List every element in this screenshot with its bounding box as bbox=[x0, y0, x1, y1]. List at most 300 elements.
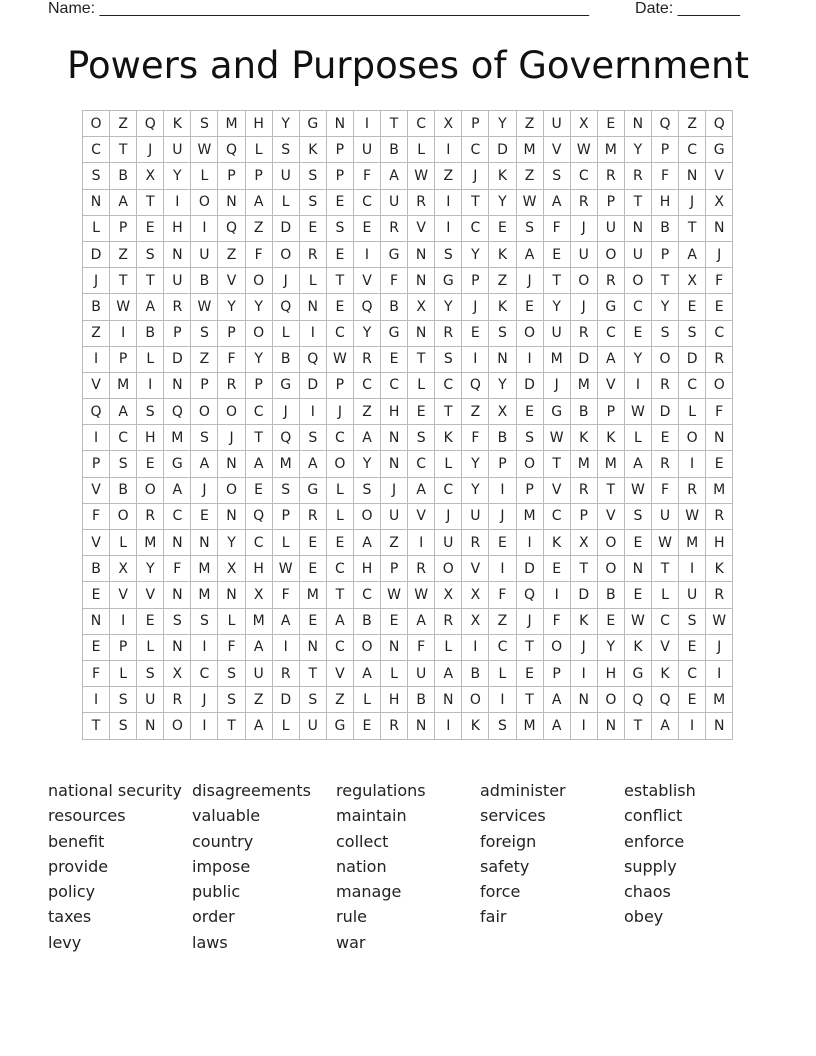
grid-cell[interactable]: E bbox=[625, 321, 652, 347]
grid-cell[interactable]: R bbox=[164, 687, 191, 713]
grid-cell[interactable]: Z bbox=[83, 321, 110, 347]
grid-cell[interactable]: B bbox=[110, 478, 137, 504]
grid-cell[interactable]: T bbox=[381, 111, 408, 137]
grid-cell[interactable]: R bbox=[571, 321, 598, 347]
grid-cell[interactable]: P bbox=[218, 321, 245, 347]
grid-cell[interactable]: G bbox=[625, 661, 652, 687]
grid-cell[interactable]: O bbox=[544, 635, 571, 661]
grid-cell[interactable]: B bbox=[83, 294, 110, 320]
grid-cell[interactable]: K bbox=[164, 111, 191, 137]
grid-cell[interactable]: A bbox=[408, 478, 435, 504]
grid-cell[interactable]: C bbox=[435, 478, 462, 504]
grid-cell[interactable]: R bbox=[381, 713, 408, 739]
grid-cell[interactable]: E bbox=[598, 609, 625, 635]
grid-cell[interactable]: R bbox=[408, 190, 435, 216]
grid-cell[interactable]: Q bbox=[273, 425, 300, 451]
grid-cell[interactable]: O bbox=[598, 530, 625, 556]
grid-cell[interactable]: R bbox=[598, 163, 625, 189]
grid-cell[interactable]: T bbox=[83, 713, 110, 739]
grid-cell[interactable]: P bbox=[110, 347, 137, 373]
grid-cell[interactable]: W bbox=[679, 504, 706, 530]
grid-cell[interactable]: C bbox=[354, 373, 381, 399]
grid-cell[interactable]: U bbox=[544, 321, 571, 347]
grid-cell[interactable]: E bbox=[300, 609, 327, 635]
grid-cell[interactable]: V bbox=[598, 504, 625, 530]
grid-cell[interactable]: U bbox=[408, 661, 435, 687]
grid-cell[interactable]: X bbox=[435, 111, 462, 137]
grid-cell[interactable]: E bbox=[300, 530, 327, 556]
grid-cell[interactable]: T bbox=[625, 713, 652, 739]
grid-cell[interactable]: N bbox=[489, 347, 516, 373]
grid-cell[interactable]: B bbox=[83, 556, 110, 582]
grid-cell[interactable]: A bbox=[110, 399, 137, 425]
grid-cell[interactable]: Z bbox=[435, 163, 462, 189]
grid-cell[interactable]: D bbox=[273, 687, 300, 713]
grid-cell[interactable]: N bbox=[164, 582, 191, 608]
grid-cell[interactable]: E bbox=[381, 347, 408, 373]
grid-cell[interactable]: O bbox=[137, 478, 164, 504]
grid-cell[interactable]: P bbox=[110, 216, 137, 242]
grid-cell[interactable]: K bbox=[571, 425, 598, 451]
grid-cell[interactable]: D bbox=[273, 216, 300, 242]
grid-cell[interactable]: E bbox=[137, 216, 164, 242]
grid-cell[interactable]: A bbox=[110, 190, 137, 216]
grid-cell[interactable]: P bbox=[462, 111, 489, 137]
grid-cell[interactable]: A bbox=[435, 661, 462, 687]
grid-cell[interactable]: R bbox=[462, 530, 489, 556]
grid-cell[interactable]: A bbox=[246, 190, 273, 216]
grid-cell[interactable]: F bbox=[246, 242, 273, 268]
grid-cell[interactable]: K bbox=[544, 530, 571, 556]
grid-cell[interactable]: P bbox=[218, 163, 245, 189]
grid-cell[interactable]: L bbox=[273, 190, 300, 216]
grid-cell[interactable]: I bbox=[137, 373, 164, 399]
grid-cell[interactable]: I bbox=[679, 451, 706, 477]
grid-cell[interactable]: B bbox=[110, 163, 137, 189]
grid-cell[interactable]: U bbox=[381, 504, 408, 530]
grid-cell[interactable]: E bbox=[300, 216, 327, 242]
grid-cell[interactable]: U bbox=[652, 504, 679, 530]
grid-cell[interactable]: V bbox=[598, 373, 625, 399]
grid-cell[interactable]: A bbox=[679, 242, 706, 268]
grid-cell[interactable]: M bbox=[517, 137, 544, 163]
grid-cell[interactable]: I bbox=[191, 216, 218, 242]
grid-cell[interactable]: U bbox=[246, 661, 273, 687]
grid-cell[interactable]: I bbox=[679, 713, 706, 739]
grid-cell[interactable]: Z bbox=[191, 347, 218, 373]
grid-cell[interactable]: N bbox=[408, 268, 435, 294]
grid-cell[interactable]: B bbox=[598, 582, 625, 608]
grid-cell[interactable]: U bbox=[462, 504, 489, 530]
grid-cell[interactable]: W bbox=[191, 294, 218, 320]
grid-cell[interactable]: M bbox=[191, 582, 218, 608]
grid-cell[interactable]: F bbox=[489, 582, 516, 608]
grid-cell[interactable]: E bbox=[83, 582, 110, 608]
grid-cell[interactable]: M bbox=[164, 425, 191, 451]
grid-cell[interactable]: M bbox=[544, 347, 571, 373]
grid-cell[interactable]: M bbox=[571, 373, 598, 399]
grid-cell[interactable]: N bbox=[706, 216, 733, 242]
grid-cell[interactable]: L bbox=[381, 661, 408, 687]
grid-cell[interactable]: M bbox=[300, 582, 327, 608]
grid-cell[interactable]: V bbox=[110, 582, 137, 608]
grid-cell[interactable]: M bbox=[679, 530, 706, 556]
grid-cell[interactable]: G bbox=[435, 268, 462, 294]
grid-cell[interactable]: O bbox=[246, 268, 273, 294]
grid-cell[interactable]: F bbox=[164, 556, 191, 582]
grid-cell[interactable]: A bbox=[354, 425, 381, 451]
grid-cell[interactable]: N bbox=[191, 530, 218, 556]
grid-cell[interactable]: H bbox=[652, 190, 679, 216]
grid-cell[interactable]: I bbox=[462, 347, 489, 373]
grid-cell[interactable]: S bbox=[191, 425, 218, 451]
grid-cell[interactable]: W bbox=[408, 582, 435, 608]
grid-cell[interactable]: F bbox=[544, 216, 571, 242]
grid-cell[interactable]: S bbox=[273, 137, 300, 163]
grid-cell[interactable]: I bbox=[489, 687, 516, 713]
grid-cell[interactable]: N bbox=[83, 609, 110, 635]
grid-cell[interactable]: P bbox=[462, 268, 489, 294]
grid-cell[interactable]: F bbox=[462, 425, 489, 451]
grid-cell[interactable]: G bbox=[381, 242, 408, 268]
grid-cell[interactable]: G bbox=[706, 137, 733, 163]
grid-cell[interactable]: Y bbox=[137, 556, 164, 582]
grid-cell[interactable]: L bbox=[625, 425, 652, 451]
grid-cell[interactable]: P bbox=[83, 451, 110, 477]
grid-cell[interactable]: J bbox=[381, 478, 408, 504]
grid-cell[interactable]: I bbox=[489, 556, 516, 582]
grid-cell[interactable]: Z bbox=[218, 242, 245, 268]
grid-cell[interactable]: Y bbox=[354, 451, 381, 477]
grid-cell[interactable]: Y bbox=[625, 347, 652, 373]
grid-cell[interactable]: Z bbox=[517, 163, 544, 189]
grid-cell[interactable]: E bbox=[625, 582, 652, 608]
grid-cell[interactable]: E bbox=[679, 687, 706, 713]
grid-cell[interactable]: O bbox=[652, 347, 679, 373]
grid-cell[interactable]: G bbox=[544, 399, 571, 425]
grid-cell[interactable]: I bbox=[191, 635, 218, 661]
grid-cell[interactable]: T bbox=[679, 216, 706, 242]
grid-cell[interactable]: L bbox=[246, 137, 273, 163]
grid-cell[interactable]: D bbox=[164, 347, 191, 373]
grid-cell[interactable]: V bbox=[218, 268, 245, 294]
grid-cell[interactable]: W bbox=[652, 530, 679, 556]
grid-cell[interactable]: R bbox=[679, 478, 706, 504]
grid-cell[interactable]: U bbox=[571, 242, 598, 268]
grid-cell[interactable]: X bbox=[110, 556, 137, 582]
grid-cell[interactable]: S bbox=[625, 504, 652, 530]
grid-cell[interactable]: Y bbox=[625, 137, 652, 163]
grid-cell[interactable]: W bbox=[544, 425, 571, 451]
grid-cell[interactable]: Q bbox=[706, 111, 733, 137]
grid-cell[interactable]: L bbox=[327, 504, 354, 530]
grid-cell[interactable]: C bbox=[246, 530, 273, 556]
grid-cell[interactable]: S bbox=[164, 609, 191, 635]
grid-cell[interactable]: J bbox=[571, 216, 598, 242]
grid-cell[interactable]: T bbox=[218, 713, 245, 739]
grid-cell[interactable]: U bbox=[544, 111, 571, 137]
grid-cell[interactable]: I bbox=[435, 190, 462, 216]
grid-cell[interactable]: L bbox=[408, 373, 435, 399]
grid-cell[interactable]: R bbox=[218, 373, 245, 399]
grid-cell[interactable]: C bbox=[679, 661, 706, 687]
grid-cell[interactable]: Z bbox=[462, 399, 489, 425]
grid-cell[interactable]: Q bbox=[137, 111, 164, 137]
grid-cell[interactable]: D bbox=[83, 242, 110, 268]
grid-cell[interactable]: I bbox=[300, 399, 327, 425]
grid-cell[interactable]: U bbox=[625, 242, 652, 268]
grid-cell[interactable]: O bbox=[679, 425, 706, 451]
grid-cell[interactable]: R bbox=[571, 478, 598, 504]
grid-cell[interactable]: R bbox=[706, 504, 733, 530]
grid-cell[interactable]: E bbox=[517, 399, 544, 425]
grid-cell[interactable]: M bbox=[598, 451, 625, 477]
grid-cell[interactable]: E bbox=[517, 294, 544, 320]
grid-cell[interactable]: X bbox=[218, 556, 245, 582]
grid-cell[interactable]: J bbox=[83, 268, 110, 294]
grid-cell[interactable]: S bbox=[408, 425, 435, 451]
grid-cell[interactable]: R bbox=[381, 216, 408, 242]
grid-cell[interactable]: N bbox=[598, 713, 625, 739]
grid-cell[interactable]: Y bbox=[164, 163, 191, 189]
grid-cell[interactable]: E bbox=[408, 399, 435, 425]
grid-cell[interactable]: C bbox=[246, 399, 273, 425]
grid-cell[interactable]: B bbox=[652, 216, 679, 242]
grid-cell[interactable]: I bbox=[110, 321, 137, 347]
grid-cell[interactable]: J bbox=[571, 294, 598, 320]
grid-cell[interactable]: A bbox=[517, 242, 544, 268]
grid-cell[interactable]: E bbox=[381, 609, 408, 635]
grid-cell[interactable]: L bbox=[652, 582, 679, 608]
grid-cell[interactable]: K bbox=[489, 163, 516, 189]
grid-cell[interactable]: R bbox=[625, 163, 652, 189]
grid-cell[interactable]: V bbox=[544, 478, 571, 504]
grid-cell[interactable]: F bbox=[273, 582, 300, 608]
grid-cell[interactable]: H bbox=[598, 661, 625, 687]
grid-cell[interactable]: J bbox=[435, 504, 462, 530]
grid-cell[interactable]: Z bbox=[327, 687, 354, 713]
grid-cell[interactable]: Y bbox=[273, 111, 300, 137]
grid-cell[interactable]: E bbox=[137, 609, 164, 635]
grid-cell[interactable]: X bbox=[137, 163, 164, 189]
grid-cell[interactable]: Y bbox=[435, 294, 462, 320]
grid-cell[interactable]: O bbox=[462, 687, 489, 713]
grid-cell[interactable]: D bbox=[571, 582, 598, 608]
grid-cell[interactable]: F bbox=[408, 635, 435, 661]
grid-cell[interactable]: X bbox=[164, 661, 191, 687]
grid-cell[interactable]: O bbox=[110, 504, 137, 530]
grid-cell[interactable]: E bbox=[246, 478, 273, 504]
grid-cell[interactable]: C bbox=[489, 635, 516, 661]
grid-cell[interactable]: C bbox=[381, 373, 408, 399]
grid-cell[interactable]: I bbox=[625, 373, 652, 399]
grid-cell[interactable]: P bbox=[381, 556, 408, 582]
grid-cell[interactable]: I bbox=[408, 530, 435, 556]
grid-cell[interactable]: N bbox=[625, 111, 652, 137]
grid-cell[interactable]: W bbox=[625, 609, 652, 635]
grid-cell[interactable]: P bbox=[598, 190, 625, 216]
grid-cell[interactable]: N bbox=[137, 713, 164, 739]
grid-cell[interactable]: C bbox=[327, 556, 354, 582]
grid-cell[interactable]: A bbox=[246, 635, 273, 661]
grid-cell[interactable]: O bbox=[598, 242, 625, 268]
grid-cell[interactable]: S bbox=[137, 242, 164, 268]
grid-cell[interactable]: Y bbox=[462, 242, 489, 268]
grid-cell[interactable]: X bbox=[571, 111, 598, 137]
grid-cell[interactable]: W bbox=[191, 137, 218, 163]
grid-cell[interactable]: A bbox=[246, 451, 273, 477]
grid-cell[interactable]: M bbox=[706, 687, 733, 713]
grid-cell[interactable]: W bbox=[625, 478, 652, 504]
grid-cell[interactable]: L bbox=[300, 268, 327, 294]
grid-cell[interactable]: K bbox=[435, 425, 462, 451]
grid-cell[interactable]: E bbox=[489, 530, 516, 556]
grid-cell[interactable]: V bbox=[354, 268, 381, 294]
grid-cell[interactable]: P bbox=[652, 137, 679, 163]
grid-cell[interactable]: O bbox=[354, 635, 381, 661]
grid-cell[interactable]: E bbox=[679, 635, 706, 661]
grid-cell[interactable]: Y bbox=[598, 635, 625, 661]
grid-cell[interactable]: R bbox=[408, 556, 435, 582]
grid-cell[interactable]: E bbox=[706, 294, 733, 320]
grid-cell[interactable]: L bbox=[354, 687, 381, 713]
grid-cell[interactable]: C bbox=[354, 582, 381, 608]
grid-cell[interactable]: E bbox=[354, 216, 381, 242]
grid-cell[interactable]: V bbox=[462, 556, 489, 582]
grid-cell[interactable]: N bbox=[218, 582, 245, 608]
grid-cell[interactable]: S bbox=[137, 661, 164, 687]
grid-cell[interactable]: O bbox=[273, 242, 300, 268]
grid-cell[interactable]: P bbox=[327, 137, 354, 163]
grid-cell[interactable]: Q bbox=[652, 111, 679, 137]
grid-cell[interactable]: W bbox=[408, 163, 435, 189]
grid-cell[interactable]: A bbox=[625, 451, 652, 477]
grid-cell[interactable]: L bbox=[137, 635, 164, 661]
grid-cell[interactable]: O bbox=[517, 321, 544, 347]
grid-cell[interactable]: B bbox=[381, 294, 408, 320]
grid-cell[interactable]: J bbox=[544, 373, 571, 399]
grid-cell[interactable]: R bbox=[354, 347, 381, 373]
grid-cell[interactable]: B bbox=[137, 321, 164, 347]
grid-cell[interactable]: E bbox=[83, 635, 110, 661]
grid-cell[interactable]: I bbox=[354, 242, 381, 268]
grid-cell[interactable]: N bbox=[218, 504, 245, 530]
grid-cell[interactable]: N bbox=[706, 713, 733, 739]
grid-cell[interactable]: Y bbox=[462, 478, 489, 504]
grid-cell[interactable]: U bbox=[381, 190, 408, 216]
grid-cell[interactable]: C bbox=[598, 321, 625, 347]
grid-cell[interactable]: S bbox=[110, 713, 137, 739]
grid-cell[interactable]: O bbox=[706, 373, 733, 399]
grid-cell[interactable]: I bbox=[110, 609, 137, 635]
grid-cell[interactable]: M bbox=[110, 373, 137, 399]
grid-cell[interactable]: E bbox=[327, 190, 354, 216]
grid-cell[interactable]: H bbox=[137, 425, 164, 451]
grid-cell[interactable]: W bbox=[381, 582, 408, 608]
grid-cell[interactable]: J bbox=[489, 504, 516, 530]
grid-cell[interactable]: J bbox=[218, 425, 245, 451]
grid-cell[interactable]: F bbox=[354, 163, 381, 189]
grid-cell[interactable]: N bbox=[218, 190, 245, 216]
grid-cell[interactable]: O bbox=[83, 111, 110, 137]
grid-cell[interactable]: P bbox=[598, 399, 625, 425]
grid-cell[interactable]: V bbox=[544, 137, 571, 163]
grid-cell[interactable]: S bbox=[218, 687, 245, 713]
grid-cell[interactable]: J bbox=[571, 635, 598, 661]
grid-cell[interactable]: E bbox=[191, 504, 218, 530]
grid-cell[interactable]: I bbox=[435, 713, 462, 739]
grid-cell[interactable]: M bbox=[706, 478, 733, 504]
grid-cell[interactable]: S bbox=[300, 425, 327, 451]
grid-cell[interactable]: V bbox=[83, 478, 110, 504]
grid-cell[interactable]: K bbox=[571, 609, 598, 635]
grid-cell[interactable]: P bbox=[571, 504, 598, 530]
grid-cell[interactable]: B bbox=[381, 137, 408, 163]
grid-cell[interactable]: E bbox=[544, 242, 571, 268]
grid-cell[interactable]: Z bbox=[110, 242, 137, 268]
grid-cell[interactable]: Z bbox=[517, 111, 544, 137]
grid-cell[interactable]: H bbox=[381, 687, 408, 713]
grid-cell[interactable]: I bbox=[706, 661, 733, 687]
grid-cell[interactable]: X bbox=[462, 582, 489, 608]
grid-cell[interactable]: O bbox=[354, 504, 381, 530]
grid-cell[interactable]: R bbox=[706, 582, 733, 608]
grid-cell[interactable]: I bbox=[462, 635, 489, 661]
grid-cell[interactable]: O bbox=[164, 713, 191, 739]
grid-cell[interactable]: N bbox=[381, 635, 408, 661]
grid-cell[interactable]: T bbox=[652, 556, 679, 582]
grid-cell[interactable]: J bbox=[273, 268, 300, 294]
grid-cell[interactable]: J bbox=[462, 163, 489, 189]
grid-cell[interactable]: J bbox=[706, 635, 733, 661]
grid-cell[interactable]: A bbox=[300, 451, 327, 477]
grid-cell[interactable]: Z bbox=[679, 111, 706, 137]
grid-cell[interactable]: G bbox=[300, 478, 327, 504]
grid-cell[interactable]: M bbox=[598, 137, 625, 163]
grid-cell[interactable]: H bbox=[381, 399, 408, 425]
grid-cell[interactable]: V bbox=[83, 373, 110, 399]
grid-cell[interactable]: K bbox=[462, 713, 489, 739]
grid-cell[interactable]: L bbox=[679, 399, 706, 425]
grid-cell[interactable]: R bbox=[435, 321, 462, 347]
grid-cell[interactable]: C bbox=[327, 321, 354, 347]
grid-cell[interactable]: V bbox=[408, 216, 435, 242]
grid-cell[interactable]: T bbox=[327, 582, 354, 608]
grid-cell[interactable]: Q bbox=[652, 687, 679, 713]
grid-cell[interactable]: X bbox=[571, 530, 598, 556]
grid-cell[interactable]: I bbox=[435, 216, 462, 242]
grid-cell[interactable]: A bbox=[327, 609, 354, 635]
grid-cell[interactable]: D bbox=[489, 137, 516, 163]
grid-cell[interactable]: S bbox=[679, 609, 706, 635]
grid-cell[interactable]: M bbox=[218, 111, 245, 137]
grid-cell[interactable]: E bbox=[679, 294, 706, 320]
grid-cell[interactable]: O bbox=[435, 556, 462, 582]
grid-cell[interactable]: P bbox=[652, 242, 679, 268]
grid-cell[interactable]: S bbox=[489, 321, 516, 347]
grid-cell[interactable]: Y bbox=[354, 321, 381, 347]
grid-cell[interactable]: K bbox=[652, 661, 679, 687]
grid-cell[interactable]: S bbox=[489, 713, 516, 739]
grid-cell[interactable]: E bbox=[327, 294, 354, 320]
grid-cell[interactable]: P bbox=[517, 478, 544, 504]
grid-cell[interactable]: F bbox=[218, 347, 245, 373]
grid-cell[interactable]: S bbox=[300, 190, 327, 216]
grid-cell[interactable]: U bbox=[137, 687, 164, 713]
grid-cell[interactable]: A bbox=[544, 190, 571, 216]
grid-cell[interactable]: O bbox=[517, 451, 544, 477]
grid-cell[interactable]: W bbox=[273, 556, 300, 582]
